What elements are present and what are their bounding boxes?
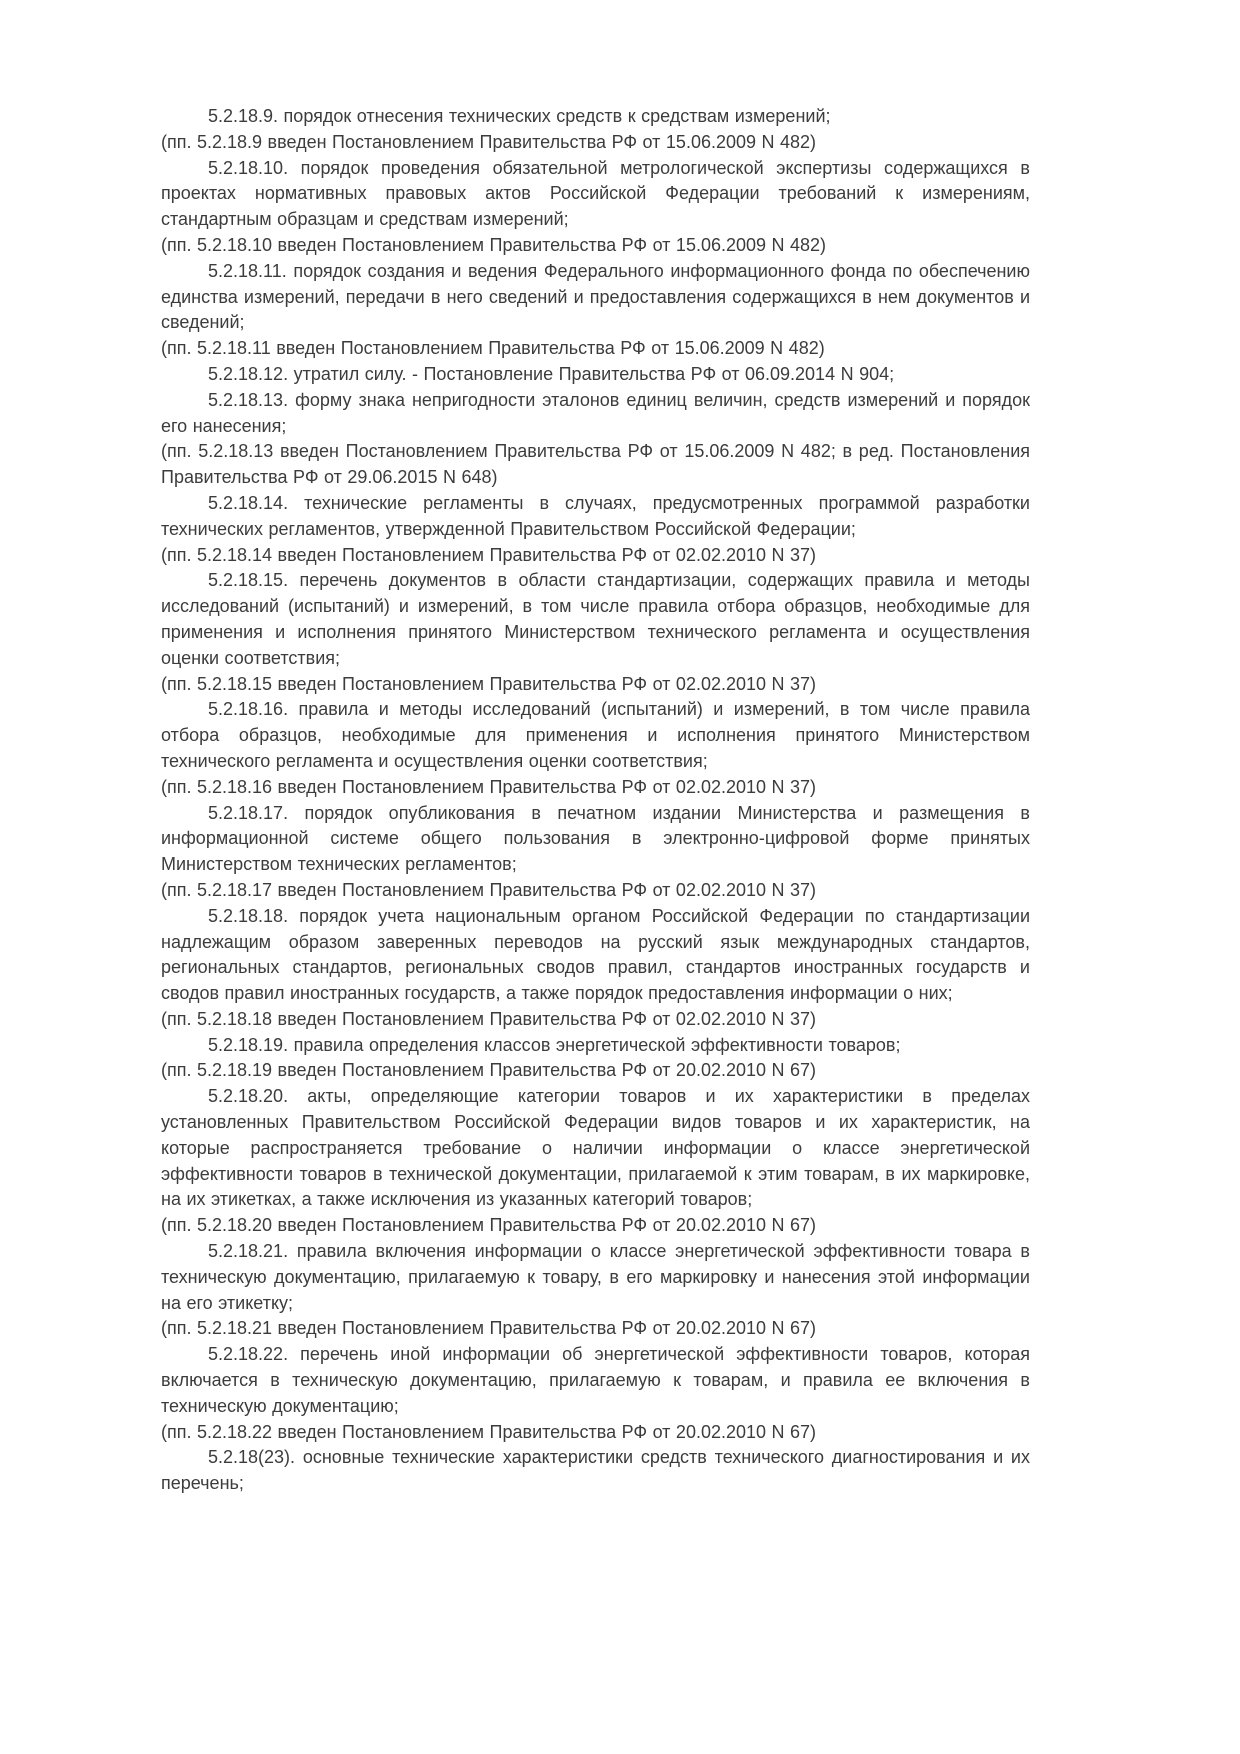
amendment-note-paragraph: (пп. 5.2.18.11 введен Постановлением Правительства РФ от 15.06.2009 N 482) [161,338,825,359]
clause-paragraph: 5.2.18.12. утратил силу. - Постановление Правительства РФ от 06.09.2014 N 904; [208,363,895,384]
amendment-note-paragraph: (пп. 5.2.18.13 введен Постановлением Правительства РФ от 15.06.2009 N 482; в ред. Постановления Правительства РФ от 29.06.2015 N 648) [161,441,1030,488]
amendment-note-paragraph: (пп. 5.2.18.17 введен Постановлением Правительства РФ от 02.02.2010 N 37) [161,879,817,900]
amendment-note-paragraph: (пп. 5.2.18.14 введен Постановлением Правительства РФ от 02.02.2010 N 37) [161,544,817,565]
amendment-note-paragraph: (пп. 5.2.18.19 введен Постановлением Правительства РФ от 20.02.2010 N 67) [161,1060,817,1081]
clause-paragraph: 5.2.18.18. порядок учета национальным органом Российской Федерации по стандартизации надлежащим образом заверенных переводов на русский язык международных стандартов, региональных стандартов, региональных сводов правил, стандартов иностранных государств и сводов правил иностранных государств, а также порядок предоставления информации о них; [161,905,1030,1004]
clause-paragraph: 5.2.18.15. перечень документов в области стандартизации, содержащих правила и методы исследований (испытаний) и измерений, в том числе правила отбора образцов, необходимые для применения и исполнения принятого Министерством технического регламента и осуществления оценки соответствия; [161,570,1030,668]
clause-paragraph: 5.2.18.21. правила включения информации о классе энергетической эффективности товара в техническую документацию, прилагаемую к товару, в его маркировку и нанесения этой информации на его этикетку; [161,1241,1030,1313]
clause-paragraph: 5.2.18.14. технические регламенты в случаях, предусмотренных программой разработки технических регламентов, утвержденной Правительством Российской Федерации; [161,492,1030,539]
clause-paragraph: 5.2.18.13. форму знака непригодности эталонов единиц величин, средств измерений и порядок его нанесения; [161,389,1030,436]
clause-paragraph: 5.2.18(23). основные технические характеристики средств технического диагностирования и их перечень; [161,1447,1030,1494]
clause-paragraph: 5.2.18.11. порядок создания и ведения Федерального информационного фонда по обеспечению единства измерений, передачи в него сведений и предоставления содержащихся в нем документов и сведений; [161,260,1030,333]
clause-paragraph: 5.2.18.19. правила определения классов энергетической эффективности товаров; [208,1034,901,1055]
amendment-note-paragraph: (пп. 5.2.18.22 введен Постановлением Правительства РФ от 20.02.2010 N 67) [161,1421,817,1442]
clause-paragraph: 5.2.18.22. перечень иной информации об энергетической эффективности товаров, которая включается в техническую документацию, прилагаемую к товарам, и правила ее включения в техническую документацию; [161,1344,1030,1416]
clause-paragraph: 5.2.18.16. правила и методы исследований (испытаний) и измерений, в том числе правила отбора образцов, необходимые для применения и исполнения принятого Министерством технического регламента и осуществления оценки соответствия; [161,699,1030,771]
amendment-note-paragraph: (пп. 5.2.18.15 введен Постановлением Правительства РФ от 02.02.2010 N 37) [161,673,817,694]
amendment-note-paragraph: (пп. 5.2.18.21 введен Постановлением Правительства РФ от 20.02.2010 N 67) [161,1318,817,1339]
amendment-note-paragraph: (пп. 5.2.18.20 введен Постановлением Правительства РФ от 20.02.2010 N 67) [161,1215,817,1236]
clause-paragraph: 5.2.18.20. акты, определяющие категории товаров и их характеристики в пределах установленных Правительством Российской Федерации видов товаров и их характеристик, на которые распространяется требование о наличии информации о классе энергетической эффективности товаров в технической документации, прилагаемой к этим товарам, в их маркировке, на их этикетках, а также исключения из указанных категорий товаров; [161,1086,1030,1210]
amendment-note-paragraph: (пп. 5.2.18.16 введен Постановлением Правительства РФ от 02.02.2010 N 37) [161,776,817,797]
clause-paragraph: 5.2.18.10. порядок проведения обязательной метрологической экспертизы содержащихся в проектах нормативных правовых актов Российской Федерации требований к измерениям, стандартным образцам и средствам измерений; [161,157,1030,230]
clause-paragraph: 5.2.18.17. порядок опубликования в печатном издании Министерства и размещения в информационной системе общего пользования в электронно-цифровой форме принятых Министерством технических регламентов; [161,802,1030,875]
amendment-note-paragraph: (пп. 5.2.18.10 введен Постановлением Правительства РФ от 15.06.2009 N 482) [161,234,827,255]
clause-paragraph: 5.2.18.9. порядок отнесения технических средств к средствам измерений; [208,106,831,126]
amendment-note-paragraph: (пп. 5.2.18.18 введен Постановлением Правительства РФ от 02.02.2010 N 37) [161,1008,817,1029]
amendment-note-paragraph: (пп. 5.2.18.9 введен Постановлением Правительства РФ от 15.06.2009 N 482) [161,131,817,152]
